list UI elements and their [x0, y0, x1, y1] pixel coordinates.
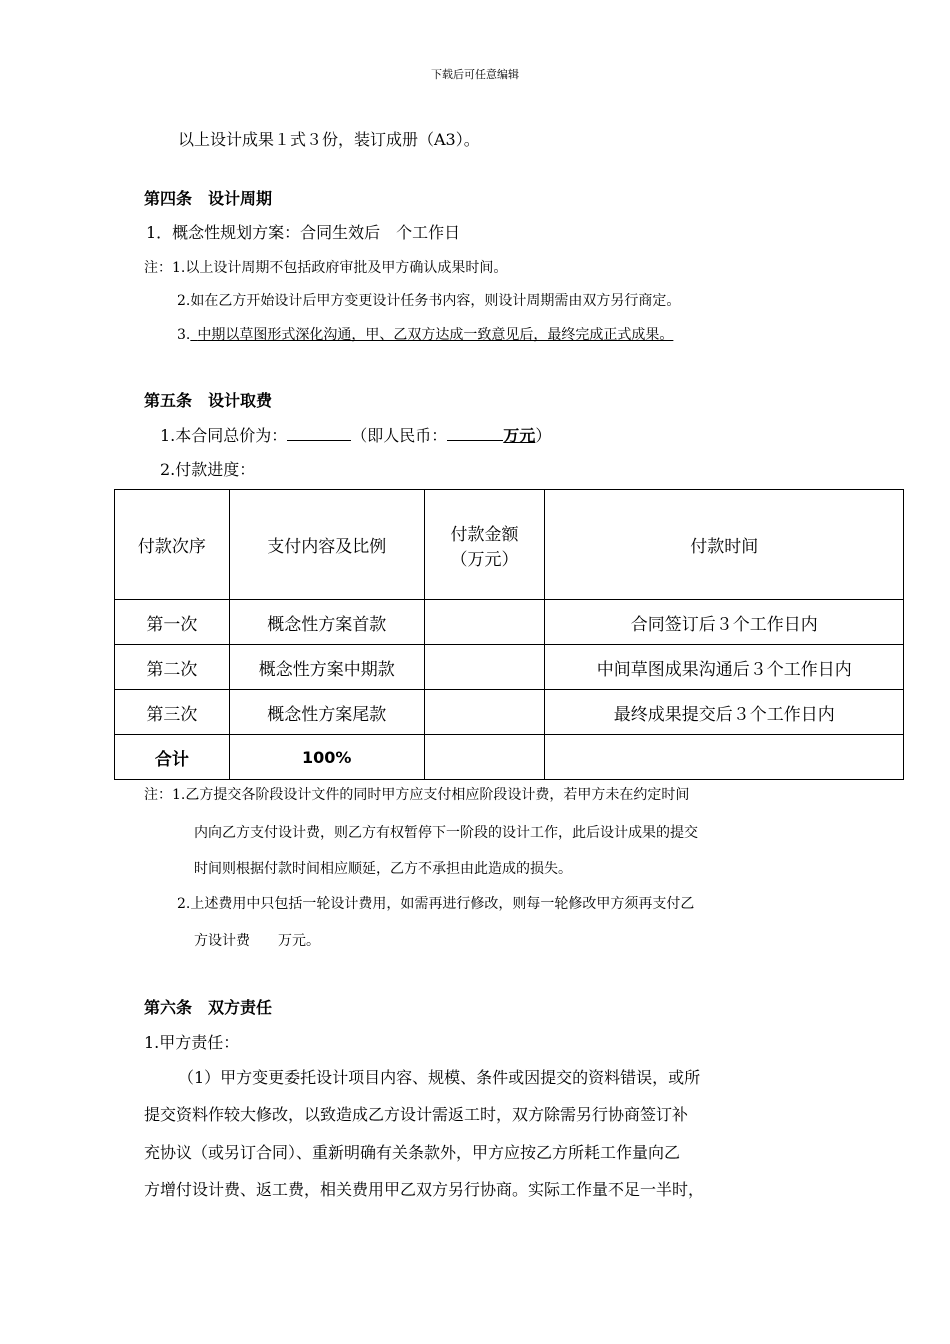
section4-title: 第四条 设计周期	[144, 189, 273, 208]
row3-order: 第三次	[115, 690, 230, 735]
section5-title: 第五条 设计取费	[144, 391, 273, 410]
header-time: 付款时间	[545, 490, 904, 600]
section5-note1-line3: 时间则根据付款时间相应顺延，乙方不承担由此造成的损失。	[194, 861, 572, 877]
payment-table	[114, 489, 904, 780]
row2-order: 第二次	[115, 645, 230, 690]
total-time	[545, 735, 904, 780]
intro-line: 以上设计成果１式３份，装订成册（A3）。	[178, 130, 480, 149]
table-total-row	[115, 735, 904, 780]
header-amount-label: 付款金额	[450, 524, 519, 545]
section6-para-line2: 提交资料作较大修改，以致造成乙方设计需返工时，双方除需另行协商签订补	[144, 1105, 689, 1124]
header-amount	[424, 490, 545, 600]
section4-note2: 2.如在乙方开始设计后甲方变更设计任务书内容，则设计周期需由双方另行商定。	[177, 293, 681, 309]
row1-time: 合同签订后３个工作日内	[545, 600, 904, 645]
payment-progress-label: 2.付款进度：	[160, 460, 256, 479]
table-row	[115, 600, 904, 645]
total-price-close: ）	[535, 426, 552, 445]
section6-para-line1: （1）甲方变更委托设计项目内容、规模、条件或因提交的资料错误，或所	[178, 1068, 701, 1087]
total-label: 合计	[115, 735, 230, 780]
total-rmb-unit: 万元	[503, 426, 536, 445]
section6-para-line4: 方增付设计费、返工费，相关费用甲乙双方另行协商。实际工作量不足一半时，	[144, 1180, 705, 1199]
total-price-label: 1.本合同总价为：	[160, 426, 288, 445]
note3-text-content: 中期以草图形式深化沟通，甲、乙双方达成一致意见后，最终完成正式成果。	[197, 327, 674, 343]
section6-item1: 1.甲方责任：	[144, 1033, 240, 1052]
total-amount	[424, 735, 545, 780]
note3-text	[190, 327, 673, 343]
header-amount-unit: （万元）	[450, 549, 519, 570]
table-row	[115, 645, 904, 690]
row2-content: 概念性方案中期款	[229, 645, 424, 690]
row2-time: 中间草图成果沟通后３个工作日内	[545, 645, 904, 690]
row1-order: 第一次	[115, 600, 230, 645]
total-rmb-blank	[447, 439, 503, 441]
row3-content: 概念性方案尾款	[229, 690, 424, 735]
section5-note2-line1: 2.上述费用中只包括一轮设计费用，如需再进行修改，则每一轮修改甲方须再支付乙	[177, 896, 695, 912]
row1-content: 概念性方案首款	[229, 600, 424, 645]
section6-para-line3: 充协议（或另订合同）、重新明确有关条款外，甲方应按乙方所耗工作量向乙	[144, 1143, 681, 1162]
section5-note1-line2: 内向乙方支付设计费，则乙方有权暂停下一阶段的设计工作，此后设计成果的提交	[194, 825, 698, 841]
page-header: 下载后可任意编辑	[431, 68, 519, 81]
row3-time: 最终成果提交后３个工作日内	[545, 690, 904, 735]
section5-note1-line1: 注：1.乙方提交各阶段设计文件的同时甲方应支付相应阶段设计费，若甲方未在约定时间	[144, 787, 690, 803]
note3-prefix: 3.	[177, 327, 191, 343]
row2-amount	[424, 645, 545, 690]
header-order: 付款次序	[115, 490, 230, 600]
section4-item1: 1．概念性规划方案：合同生效后 个工作日	[146, 223, 461, 242]
total-price-line	[160, 423, 551, 446]
section5-note2-line2: 方设计费 万元。	[194, 933, 320, 949]
total-price-rmb-label: （即人民币：	[351, 426, 448, 445]
table-header-row	[115, 490, 904, 600]
table-row	[115, 690, 904, 735]
total-percent: 100%	[229, 735, 424, 780]
section6-title: 第六条 双方责任	[144, 998, 273, 1017]
header-content: 支付内容及比例	[229, 490, 424, 600]
row3-amount	[424, 690, 545, 735]
section4-note1: 注：1.以上设计周期不包括政府审批及甲方确认成果时间。	[144, 260, 508, 276]
section4-note3	[177, 324, 673, 344]
total-price-blank	[287, 439, 351, 441]
row1-amount	[424, 600, 545, 645]
